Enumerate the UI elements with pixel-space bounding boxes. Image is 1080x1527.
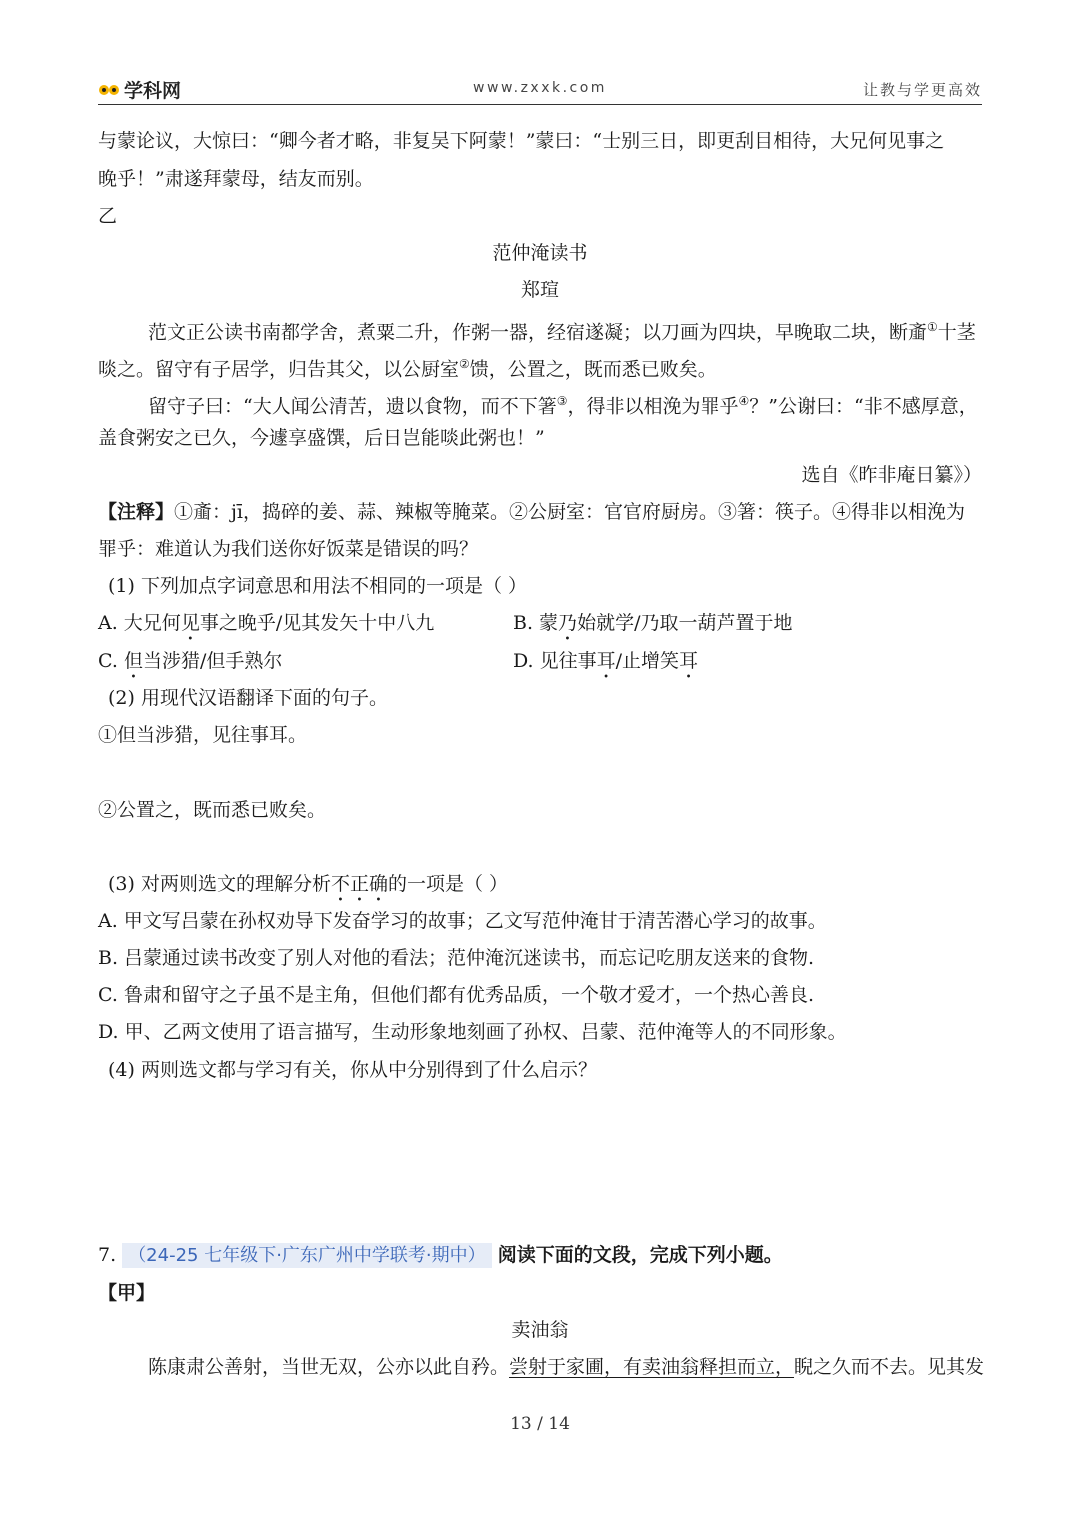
passage-source: 选自《昨非庵日纂》） [801, 464, 982, 486]
option-d[interactable]: D. 甲、乙两文使用了语言描写，生动形象地刻画了孙权、吕蒙、范仲淹等人的不同形象。 [98, 1021, 847, 1043]
site-url: www.zxxk.com [473, 80, 607, 96]
option-b[interactable]: B. 吕蒙通过读书改变了别人对他的看法；范仲淹沉迷读书，而忘记吃朋友送来的食物. [98, 947, 815, 969]
option-b[interactable]: B. 蒙乃始就学/乃取一葫芦置于地 [513, 612, 793, 634]
passage-title: 卖油翁 [511, 1319, 569, 1341]
question-4-stem: (4) 两则选文都与学习有关，你从中分别得到了什么启示？ [108, 1059, 597, 1081]
notes-line: 【注释】①齑：jī，捣碎的姜、蒜、辣椒等腌菜。②公厨室：官官府厨房。③箸：筷子。④得非以相浼为 [98, 501, 965, 523]
footnote-marker: ④ [738, 394, 750, 408]
passage-jia-line: 晚乎！”肃遂拜蒙母，结友而别。 [98, 168, 374, 190]
passage-line: 陈康肃公善射，当世无双，公亦以此自矜。尝射于家圃，有卖油翁释担而立，睨之久而不去。见其发 [148, 1356, 985, 1378]
question-1-options-row [98, 610, 982, 645]
notes-label: 【注释】 [98, 501, 175, 523]
passage-yi-label: 乙 [98, 205, 118, 227]
slogan: 让教与学更高效 [862, 81, 982, 99]
question-1-stem: (1) 下列加点字词意思和用法不相同的一项是（ ） [108, 575, 527, 597]
passage-jia-line: 与蒙论议，大惊曰：“卿今者才略，非复吴下阿蒙！”蒙曰：“士别三日，即更刮目相待，大兄何见事之 [98, 130, 945, 152]
logo-text: 学科网 [124, 80, 182, 102]
footnote-marker: ② [459, 357, 470, 371]
question-2-sentence: ②公置之，既而悉已败矣。 [98, 799, 327, 821]
page-header [98, 74, 982, 105]
option-c[interactable]: C. 鲁肃和留守之子虽不是主角，但他们都有优秀品质，一个敬才爱才，一个热心善良. [98, 984, 814, 1006]
passage-yi-line: 范文正公读书南都学舍，煮粟二升，作粥一器，经宿遂凝；以刀画为四块，早晚取二块，断齑①十茎 [148, 320, 976, 344]
option-a[interactable]: A. 甲文写吕蒙在孙权劝导下发奋学习的故事；乙文写范仲淹甘于清苦潜心学习的故事。 [98, 910, 827, 932]
passage-yi-line: 盖食粥安之已久，今遽享盛馔，后日岂能啖此粥也！” [98, 427, 545, 449]
underlined-sentence: 尝射于家圃，有卖油翁释担而立， [509, 1356, 795, 1378]
passage-author: 郑瑄 [520, 279, 559, 301]
question-2-stem: (2) 用现代汉语翻译下面的句子。 [108, 687, 388, 709]
passage-yi-line: 留守子曰：“大人闻公清苦，遗以食物，而不下箸③，得非以相浼为罪乎④？”公谢曰：“非不感厚意， [148, 394, 978, 418]
question-2-sentence: ①但当涉猎，见往事耳。 [98, 724, 308, 746]
footnote-marker: ① [927, 320, 938, 334]
source-tag[interactable]: （24-25 七年级下·广东广州中学联考·期中） [122, 1243, 491, 1268]
question-number: 7. [98, 1244, 117, 1266]
page-number: 13 / 14 [510, 1414, 570, 1434]
option-d[interactable]: D. 见往事耳/止增笑耳 [513, 650, 699, 672]
question-7-heading [98, 1242, 982, 1269]
passage-yi-line: 啖之。留守有子居学，归告其父，以公厨室②馈，公置之，既而悉已败矣。 [98, 357, 717, 381]
question-7-instruction: 阅读下面的文段，完成下列小题。 [497, 1244, 783, 1266]
question-3-stem: (3) 对两则选文的理解分析不正确的一项是（ ） [108, 873, 509, 895]
question-1-options-row [98, 648, 982, 683]
passage-jia-label: 【甲】 [98, 1282, 156, 1304]
option-c[interactable]: C. 但当涉猎/但手熟尔 [98, 650, 283, 672]
option-a[interactable]: A. 大兄何见事之晚乎/见其发矢十中八九 [98, 612, 435, 634]
footnote-marker: ③ [556, 394, 568, 408]
notes-line: 罪乎：难道认为我们送你好饭菜是错误的吗？ [98, 538, 479, 560]
passage-title: 范仲淹读书 [492, 242, 588, 264]
